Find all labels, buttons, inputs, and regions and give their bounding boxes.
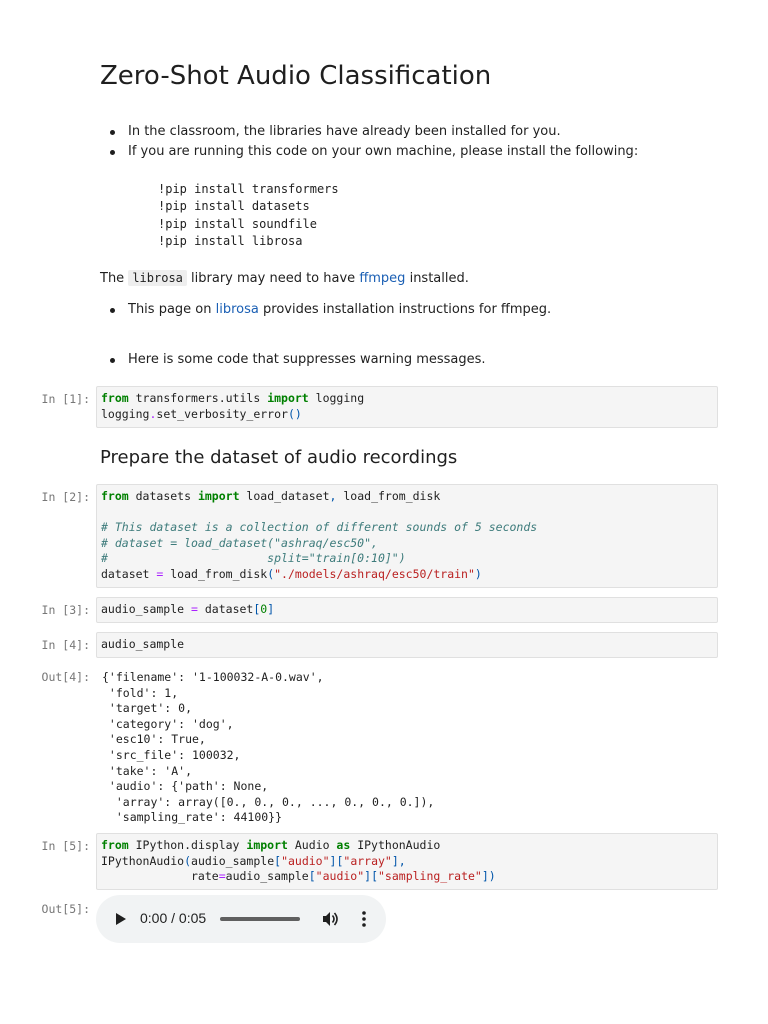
code-token: ( <box>184 853 192 868</box>
code-token: . <box>149 406 157 421</box>
input-prompt: In [3]: <box>41 603 90 617</box>
librosa-link[interactable]: librosa <box>215 302 259 317</box>
code-token: ][ <box>329 853 344 868</box>
more-options-icon[interactable] <box>354 909 374 929</box>
code-token: = <box>218 869 226 884</box>
list-text: provides installation instructions for ffmpeg. <box>263 302 552 317</box>
code-token: Audio <box>287 838 337 852</box>
code-token: ][ <box>364 869 378 884</box>
code-cell-4[interactable] <box>96 632 718 658</box>
code-token: ]) <box>481 869 496 884</box>
code-token: "audio" <box>281 853 330 868</box>
code-token: dataset <box>101 566 157 581</box>
code-token: [ <box>308 869 316 884</box>
volume-icon[interactable] <box>320 909 340 929</box>
code-editor[interactable] <box>101 489 713 583</box>
code-token: datasets <box>128 489 198 503</box>
librosa-list <box>100 300 718 320</box>
section-heading: Prepare the dataset of audio recordings <box>100 447 458 468</box>
audio-time: 0:00 / 0:05 <box>140 910 207 926</box>
list-item <box>128 300 718 320</box>
note-text: The <box>100 271 125 286</box>
code-cell-5[interactable] <box>96 833 718 890</box>
code-token: transformers.utils <box>128 391 268 405</box>
page-title: Zero-Shot Audio Classification <box>100 61 492 91</box>
code-editor[interactable]: audio_sample <box>101 637 185 651</box>
code-token: load_from_disk <box>336 489 441 503</box>
output-prompt: Out[4]: <box>41 670 90 684</box>
code-comment: # dataset = load_dataset("ashraq/esc50", <box>101 535 378 550</box>
code-token: IPython.display <box>128 838 247 852</box>
input-prompt: In [5]: <box>41 839 90 853</box>
code-cell-2[interactable] <box>96 484 718 588</box>
code-token: from <box>101 838 129 852</box>
code-token: from <box>101 391 129 405</box>
code-token: = <box>191 602 198 616</box>
play-icon[interactable] <box>116 913 126 925</box>
code-token: , <box>329 489 337 503</box>
code-cell-3[interactable] <box>96 597 718 623</box>
code-token: "sampling_rate" <box>378 869 482 884</box>
code-token: "array" <box>343 853 392 868</box>
code-token: () <box>287 406 302 421</box>
code-token: load_from_disk <box>163 566 268 581</box>
code-token: = <box>156 566 164 581</box>
install-snippet: !pip install transformers !pip install datasets !pip install soundfile !pip install librosa <box>158 182 339 248</box>
list-text: This page on <box>128 302 212 317</box>
code-comment: # This dataset is a collection of different sounds of 5 seconds <box>101 520 538 535</box>
note-text: library may need to have <box>191 271 356 286</box>
code-token: audio_sample <box>225 869 309 884</box>
input-prompt: In [1]: <box>41 392 90 406</box>
input-prompt: In [2]: <box>41 490 90 504</box>
code-editor[interactable] <box>101 391 713 422</box>
code-token: IPythonAudio <box>101 853 185 868</box>
code-token: audio_sample <box>191 853 275 868</box>
warning-list <box>100 350 718 370</box>
code-token: ( <box>267 566 275 581</box>
code-token: load_dataset <box>239 489 330 503</box>
code-token: [ <box>253 602 261 616</box>
code-token: "./models/ashraq/esc50/train" <box>274 566 475 581</box>
code-comment: # split="train[0:10]") <box>101 551 406 566</box>
cell-output-4: {'filename': '1-100032-A-0.wav', 'fold': 1, 'target': 0, 'category': 'dog', 'esc10': True, 'src_file': 100032, 'take': 'A', 'audio': {'path': None, 'array': array([0., 0., 0., ..., 0., 0., 0.]), 'sampling_rate': 44100}} <box>102 670 435 825</box>
list-item: If you are running this code on your own machine, please install the following: <box>128 142 718 162</box>
input-prompt: In [4]: <box>41 638 90 652</box>
code-token: ] <box>267 602 275 616</box>
note-text: installed. <box>409 271 469 286</box>
audio-player <box>96 895 386 943</box>
code-editor[interactable] <box>101 838 713 885</box>
code-token: import <box>267 391 309 405</box>
code-token: rate <box>101 869 219 884</box>
code-cell-1[interactable] <box>96 386 718 428</box>
code-editor[interactable] <box>101 602 713 618</box>
code-token: logging <box>308 391 365 405</box>
librosa-note <box>100 269 718 288</box>
inline-code: librosa <box>128 270 187 286</box>
audio-progress-slider[interactable] <box>220 917 300 921</box>
list-item: In the classroom, the libraries have already been installed for you. <box>128 122 718 142</box>
code-token: set_verbosity_error <box>156 406 288 421</box>
code-token: logging <box>101 406 150 421</box>
code-token: from <box>101 489 129 503</box>
list-item: Here is some code that suppresses warning messages. <box>128 350 718 370</box>
code-token: audio_sample <box>101 602 192 616</box>
code-token: 0 <box>260 602 268 616</box>
code-token: dataset <box>197 602 254 616</box>
code-token: IPythonAudio <box>350 838 441 852</box>
intro-list <box>100 122 718 162</box>
ffmpeg-link[interactable]: ffmpeg <box>359 271 406 286</box>
code-token: import <box>246 838 288 852</box>
output-prompt: Out[5]: <box>41 902 90 916</box>
code-token: ) <box>474 566 482 581</box>
code-token: import <box>197 489 240 503</box>
code-token: [ <box>274 853 282 868</box>
code-token: "audio" <box>315 869 365 884</box>
code-token: as <box>336 838 351 852</box>
code-token: ], <box>391 853 406 868</box>
